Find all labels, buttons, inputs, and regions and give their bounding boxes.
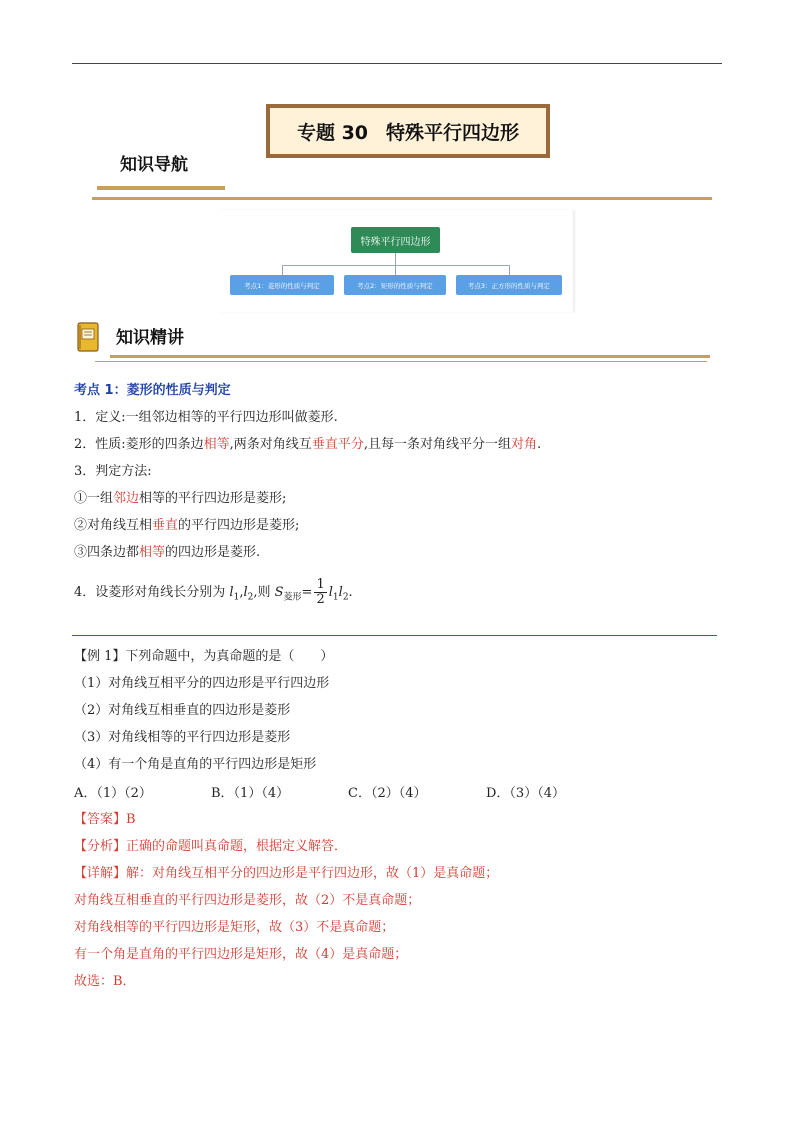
property-highlight: 对角 (510, 437, 537, 452)
detail-line: 对角线互相垂直的平行四边形是菱形，故（2）不是真命题； (74, 893, 421, 908)
example-item: （3）对角线相等的平行四边形是菱形 (74, 730, 291, 745)
title-box (266, 104, 550, 158)
fraction-numerator: 1 (316, 577, 325, 592)
judge-highlight: 相等 (139, 545, 166, 560)
page-title (269, 107, 547, 155)
mindmap-root: 特殊平行四边形 (351, 227, 440, 253)
var-l: l (229, 585, 234, 600)
var-l: l (328, 585, 333, 600)
judge-text: 相等的平行四边形是菱形; (139, 491, 287, 506)
fraction-denominator: 2 (316, 592, 325, 607)
judge-text: 的平行四边形是菱形; (178, 518, 300, 533)
mindmap-connector (282, 265, 283, 275)
example-question: 【例 1】下列命题中，为真命题的是（ ） (74, 649, 334, 664)
judge-text: 的四边形是菱形. (165, 545, 261, 560)
subscript: 2 (342, 592, 349, 603)
subscript: 1 (233, 592, 240, 603)
option-c: C．（2）（4） (348, 786, 427, 801)
nav-underline (97, 186, 225, 190)
option-a: A．（1）（2） (74, 786, 152, 801)
example-divider (72, 635, 717, 636)
judge-text: ③四条边都 (74, 545, 140, 560)
area-formula-line (74, 575, 353, 616)
property-text: ,两条对角线互 (229, 437, 312, 452)
var-l: l (338, 585, 343, 600)
judge-rule-2 (74, 518, 299, 534)
notebook-icon (77, 322, 99, 352)
definition-line: 1．定义:一组邻边相等的平行四边形叫做菱形. (74, 410, 338, 425)
example-item: （2）对角线互相垂直的四边形是菱形 (74, 703, 291, 718)
section-heading: 知识精讲 (116, 328, 184, 348)
subscript: 2 (247, 592, 254, 603)
mindmap-connector (395, 265, 396, 275)
judge-rule-3 (74, 545, 260, 561)
area-text: 4．设菱形对角线长分别为 (74, 585, 230, 600)
equals-sign: = (301, 585, 313, 600)
area-text: ,则 (253, 585, 275, 600)
property-text: 2．性质:菱形的四条边 (74, 437, 204, 452)
var-s: S (274, 585, 284, 600)
detail-line: 有一个角是直角的平行四边形是矩形，故（4）是真命题； (74, 947, 408, 962)
detail-line: 【详解】解：对角线互相平分的四边形是平行四边形，故（1）是真命题； (74, 866, 499, 881)
area-text: , (239, 585, 244, 600)
fraction (314, 578, 326, 607)
var-l: l (243, 585, 248, 600)
judge-highlight: 邻边 (113, 491, 140, 506)
judge-text: ①一组 (74, 491, 114, 506)
judge-highlight: 垂直 (152, 518, 179, 533)
subscript: 菱形 (283, 592, 302, 603)
detail-conclusion: 故选：B． (74, 974, 136, 989)
section-divider (110, 355, 710, 358)
mindmap-node-rhombus: 考点1：菱形的性质与判定 (230, 275, 334, 295)
mindmap-node-square: 考点3：正方形的性质与判定 (456, 275, 562, 295)
answer: 【答案】B (74, 812, 136, 827)
mindmap-connector (509, 265, 510, 275)
subscript: 1 (332, 592, 339, 603)
example-item: （1）对角线互相平分的四边形是平行四边形 (74, 676, 330, 691)
mindmap-connector (395, 253, 396, 265)
header-rule (72, 63, 722, 64)
mindmap-node-rectangle: 考点2：矩形的性质与判定 (344, 275, 446, 295)
area-text: . (348, 585, 353, 600)
nav-heading: 知识导航 (120, 155, 188, 175)
option-d: D．（3）（4） (486, 786, 565, 801)
judge-rule-1 (74, 491, 286, 507)
judge-text: ②对角线互相 (74, 518, 153, 533)
nav-divider (92, 197, 712, 200)
section-divider-thin (95, 361, 707, 362)
analysis: 【分析】正确的命题叫真命题，根据定义解答． (74, 839, 348, 854)
title-number: 专题 30 (296, 121, 369, 144)
title-text: 特殊平行四边形 (386, 121, 520, 144)
detail-line: 对角线相等的平行四边形是矩形，故（3）不是真命题； (74, 920, 395, 935)
property-line (74, 437, 541, 453)
property-highlight: 垂直平分 (311, 437, 364, 452)
property-text: . (536, 437, 542, 452)
example-item: （4）有一个角是直角的平行四边形是矩形 (74, 757, 317, 772)
property-highlight: 相等 (203, 437, 230, 452)
topic-title: 考点 1：菱形的性质与判定 (74, 383, 231, 398)
mindmap (218, 210, 574, 312)
property-text: ,且每一条对角线平分一组 (363, 437, 511, 452)
judge-title: 3．判定方法: (74, 464, 152, 479)
option-b: B．（1）（4） (211, 786, 290, 801)
